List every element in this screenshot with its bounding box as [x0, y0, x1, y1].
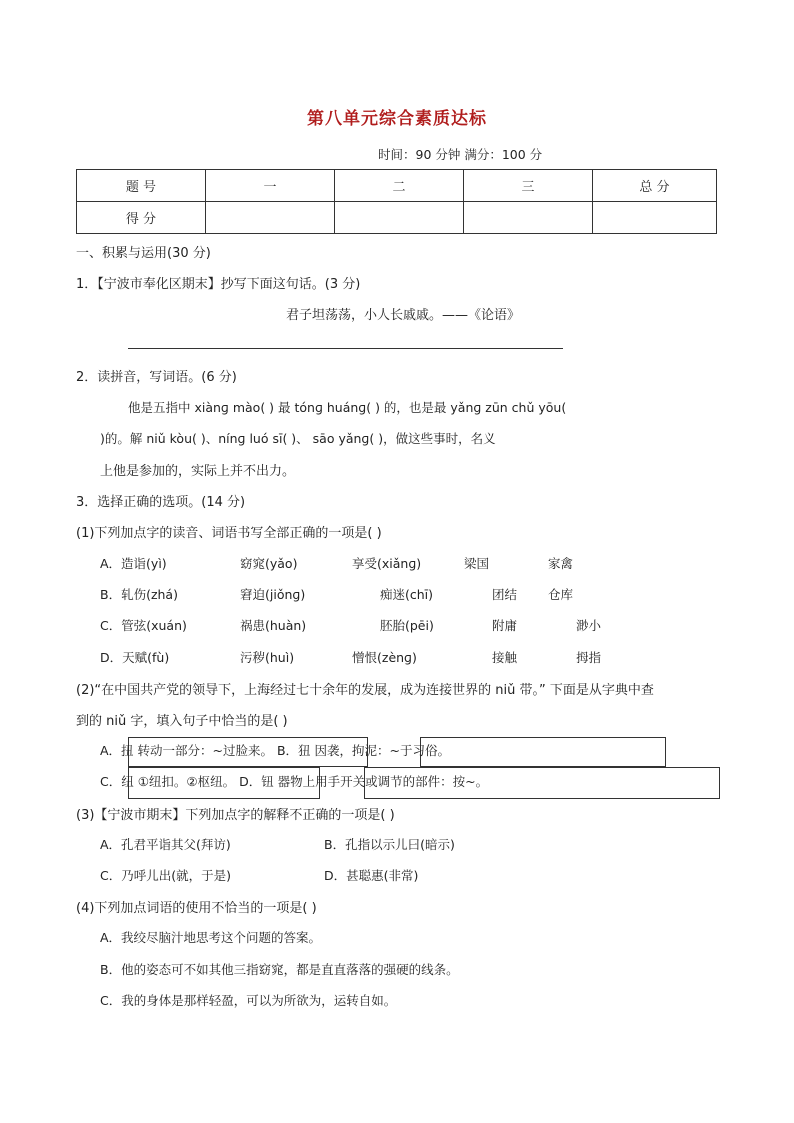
q2-stem: 2．读拼音，写词语。(6 分) [76, 370, 237, 385]
score-table [76, 169, 717, 234]
q1-stem: 1．【宁波市奉化区期末】抄写下面这句话。(3 分) [76, 277, 361, 292]
q3-1-stem: (1)下列加点字的读音、词语书写全部正确的一项是( ) [76, 526, 382, 541]
score-cell-2[interactable] [335, 202, 464, 234]
score-header-1: 一 [206, 170, 335, 202]
q3-1-option-d-word4: 接触 [492, 650, 518, 665]
q3-3-option-b: B．孔指以示儿曰(暗示) [324, 837, 455, 852]
q3-3-stem: (3)【宁波市期末】下列加点字的解释不正确的一项是( ) [76, 808, 395, 823]
q3-stem: 3．选择正确的选项。(14 分) [76, 495, 246, 510]
q1-quote: 君子坦荡荡，小人长戚戚。——《论语》 [286, 308, 521, 323]
q3-1-option-d-word3: 憎恨(zènɡ) [352, 650, 417, 665]
q3-1-option-b-word2: 窘迫(jiǒnɡ) [240, 587, 306, 602]
q3-1-option-c-word5: 渺小 [576, 618, 602, 633]
score-cell-1[interactable] [206, 202, 335, 234]
score-table-score-row [77, 202, 717, 234]
q3-3-option-d: D．甚聪惠(非常) [324, 868, 419, 883]
q3-1-option-b-word3: 痴迷(chī) [380, 587, 434, 602]
q3-1-option-a-word4: 梁国 [464, 556, 490, 571]
dictionary-box-b [420, 737, 666, 767]
q3-1-option-d-word5: 拇指 [576, 650, 602, 665]
score-cell-total[interactable] [593, 202, 717, 234]
page-title: 第八单元综合素质达标 [307, 109, 487, 129]
q3-1-option-a: A．造诣(yì) [100, 556, 167, 571]
q3-2-stem-line-2: 到的 niǔ 字，填入句子中恰当的是( ) [76, 714, 288, 729]
q3-1-option-a-word3: 享受(xiǎnɡ) [352, 556, 422, 571]
score-table-header-row [77, 170, 717, 202]
score-header-3: 三 [464, 170, 593, 202]
q3-3-option-c: C．乃呼儿出(就，于是) [100, 868, 231, 883]
q3-2-options-line-2: C．纽 ①纽扣。②枢纽。 D．钮 器物上用手开关或调节的部件：按~。 [100, 774, 489, 789]
q3-1-option-c-word2: 祸患(huàn) [240, 618, 307, 633]
q3-1-option-b-word5: 仓库 [548, 587, 574, 602]
q2-line-1: 他是五指中 xiànɡ mào( ) 最 tónɡ huánɡ( ) 的，也是最 yǎnɡ zūn chǔ yōu( [128, 400, 567, 415]
time-info: 时间：90 分钟 满分：100 分 [378, 147, 543, 162]
q3-1-option-d-word2: 污秽(huì) [240, 650, 295, 665]
q3-1-option-c-word4: 附庸 [492, 618, 518, 633]
q3-2-options-line-1: A．扭 转动一部分：~过脸来。 B．狃 因袭，拘泥：~于习俗。 [100, 743, 450, 758]
q3-4-option-b: B．他的姿态可不如其他三指窈窕，都是直直落落的强硬的线条。 [100, 962, 459, 977]
q3-1-option-a-word2: 窈窕(yǎo) [240, 556, 298, 571]
q3-1-option-c: C．管弦(xuán) [100, 618, 187, 633]
q3-1-option-a-word5: 家禽 [548, 556, 574, 571]
score-header-label: 题 号 [77, 170, 206, 202]
score-cell-3[interactable] [464, 202, 593, 234]
q3-1-option-b: B．轧伤(zhá) [100, 587, 178, 602]
score-row-label: 得 分 [77, 202, 206, 234]
section1-heading: 一、积累与运用(30 分) [76, 246, 211, 261]
q3-3-option-a: A．孔君平诣其父(拜访) [100, 837, 231, 852]
q3-4-option-a: A．我绞尽脑汁地思考这个问题的答案。 [100, 930, 322, 945]
q3-1-option-c-word3: 胚胎(pēi) [380, 618, 434, 633]
q3-2-stem-line-1: (2)“在中国共产党的领导下，上海经过七十余年的发展，成为连接世界的 niǔ 带。” 下面是从字典中查 [76, 683, 654, 698]
score-header-total: 总 分 [593, 170, 717, 202]
score-header-2: 二 [335, 170, 464, 202]
q3-1-option-d: D．天赋(fù) [100, 650, 170, 665]
q3-1-option-b-word4: 团结 [492, 587, 518, 602]
q2-line-3: 上他是参加的，实际上并不出力。 [100, 464, 296, 479]
q2-line-2: )的。解 niǔ kòu( )、nínɡ luó sī( )、 sāo yǎnɡ( )，做这些事时，名义 [100, 431, 496, 446]
q3-4-option-c: C．我的身体是那样轻盈，可以为所欲为，运转自如。 [100, 993, 397, 1008]
q3-4-stem: (4)下列加点词语的使用不恰当的一项是( ) [76, 901, 317, 916]
q1-answer-line[interactable] [128, 348, 563, 349]
